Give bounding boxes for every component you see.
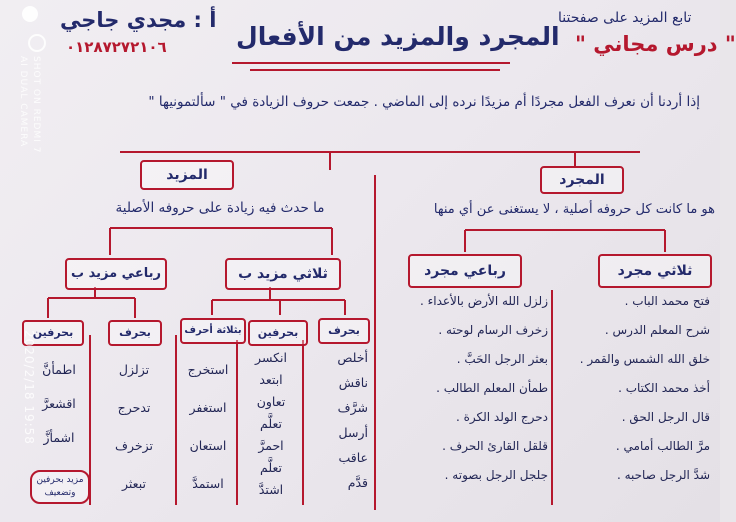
mazid-definition: ما حدث فيه زيادة على حروفه الأصلية [115,200,325,216]
camera-dot-icon [22,6,38,22]
rubai-harf-label: بحرف [119,326,151,339]
thalatha-label: بثلاثة أحرف [184,325,242,336]
list-item: أرسل [338,425,368,440]
mujarrad-definition: هو ما كانت كل حروفه أصلية ، لا يستغنى عن أي منها [433,202,715,217]
list-item: تعلَّم [260,460,282,475]
list-item: اشمأزَّ [43,430,75,445]
list-item: اقشعرَّ [42,396,76,411]
thulathi-mazid-box [225,258,341,290]
rubai-mujarrad-box [408,254,522,288]
list-item: زخرف الرسام لوحته . [438,323,548,337]
list-item: اشتدَّ [258,482,284,497]
watermark-line1: SHOT ON REDMI 7 [31,56,41,154]
rubai-mazid-label: رباعي مزيد ب [71,266,161,281]
list-item: أخلص [337,350,368,365]
watermark-line2: AI DUAL CAMERA [18,56,28,148]
thulathi-mazid-label: ثلاثي مزيد ب [238,266,328,282]
list-item: خلق الله الشمس والقمر . [579,352,710,366]
list-item: قال الرجل الحق . [621,410,710,424]
thalatha-list [180,362,236,514]
list-item: تدحرج [117,400,151,415]
rubai-harfain-label: بحرفين [32,326,74,339]
harf-label: بحرف [328,324,360,337]
rubai-harf-box [108,320,162,346]
list-item: جلجل الرجل بصوته . [444,468,548,482]
list-item: تعلَّم [260,416,282,431]
rubai-note-box [30,470,90,504]
list-item: قدَّم [347,475,368,490]
page-title: المجرد والمزيد من الأفعال [236,22,560,51]
harfain-box [248,320,308,346]
thalatha-box [180,318,246,344]
list-item: فتح محمد الباب . [624,294,710,308]
list-item: مرَّ الطالب أمامي . [615,439,710,453]
list-item: تبعثر [122,476,146,491]
rubai-mujarrad-list [378,294,548,497]
list-item: استغفر [189,400,227,415]
list-item: استعان [189,438,227,453]
list-item: احمرَّ [258,438,284,453]
harf-list [306,350,368,500]
follow-line1: تابع المزيد على صفحتنا [558,10,692,26]
rubai-harf-list [96,362,172,514]
thulathi-mujarrad-label: ثلاثي مجرد [617,263,693,279]
mujarrad-box [540,166,624,194]
list-item: تعاون [256,394,286,409]
mazid-label: المزيد [166,167,208,183]
list-item: استمدَّ [192,476,224,491]
mazid-box [140,160,234,190]
harfain-list [240,350,302,504]
list-item: زلزل الله الأرض بالأعداء . [419,294,548,308]
rubai-mujarrad-label: رباعي مجرد [424,263,506,279]
list-item: تزخرف [115,438,153,453]
list-item: انكسر [255,350,287,365]
list-item: اطمأنَّ [42,362,76,377]
list-item: شدَّ الرجل صاحبه . [616,468,710,482]
list-item: شرَّف [337,400,368,415]
list-item: ناقش [338,375,368,390]
thulathi-mujarrad-box [598,254,712,288]
teacher-name: أ : مجدي جاجي [60,8,217,32]
camera-lens-icon [28,34,46,52]
phone-number: ٠١٢٨٧٢٧٢١٠٦ [66,38,167,56]
harf-box [318,318,370,344]
mujarrad-label: المجرد [559,172,605,188]
list-item: ابتعد [259,372,283,387]
list-item: طمأن المعلم الطالب . [436,381,548,395]
rubai-harfain-list [30,362,88,464]
list-item: استخرج [187,362,229,377]
list-item: شرح المعلم الدرس . [604,323,710,337]
rubai-mazid-box [65,258,167,290]
list-item: تزلزل [118,362,150,377]
thulathi-mujarrad-list [555,294,710,497]
follow-line2: " درس مجاني " [575,32,736,56]
harfain-label: بحرفين [257,326,299,339]
list-item: عاقب [338,450,368,465]
list-item: بعثر الرجل الحَبَّ . [456,352,548,366]
list-item: أخذ محمد الكتاب . [618,381,710,395]
rubai-note: مزيد بحرفين وتضعيف [36,475,84,498]
watermark-date: 2020/2/18 19:58 [22,330,36,445]
list-item: دحرج الولد الكرة . [455,410,548,424]
intro-text: إذا أردنا أن نعرف الفعل مجردًا أم مزيدًا نرده إلى الماضي . جمعت حروف الزيادة في " سألتمونيها " [148,94,700,110]
list-item: قلقل القارئ الحرف . [442,439,548,453]
